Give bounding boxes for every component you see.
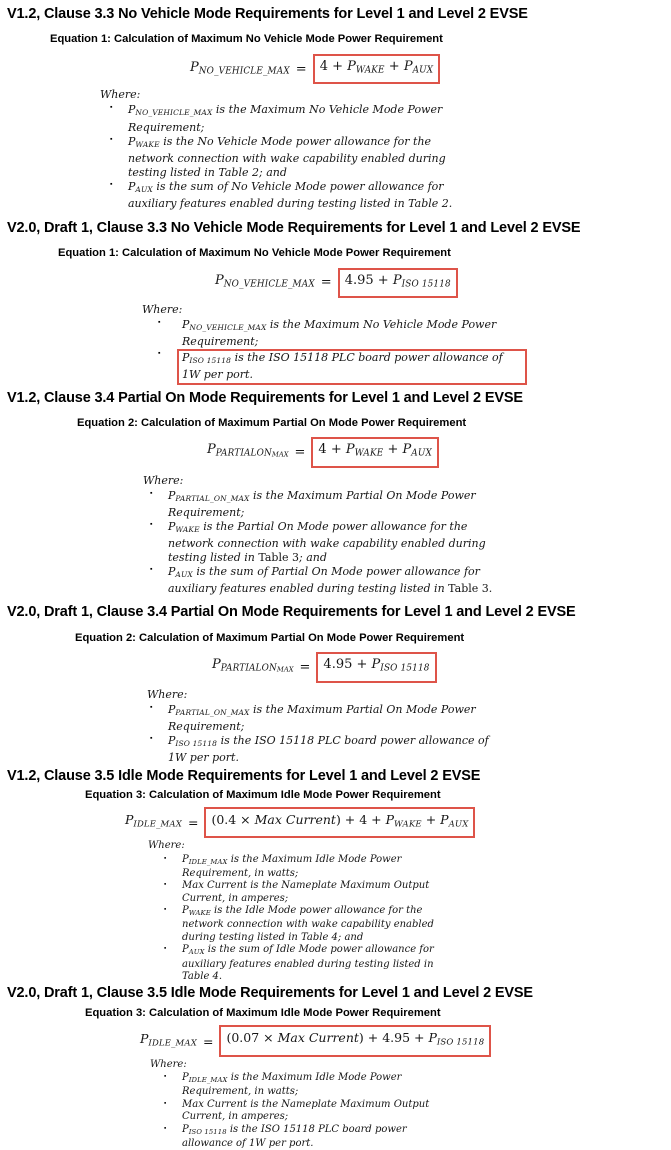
text-segment: + xyxy=(383,442,403,458)
where-bullet xyxy=(150,734,671,765)
bullet-text xyxy=(182,1099,460,1124)
section-v1-2-clause-3-5 xyxy=(0,767,671,984)
subscript-text: PARTIALON xyxy=(215,448,272,459)
text-segment: is the Maximum Idle Mode Power Requirement, in watts; xyxy=(182,1072,405,1098)
bullet-text xyxy=(128,180,473,211)
variable-text: P xyxy=(182,318,190,332)
bullet-text xyxy=(168,520,512,565)
text-segment: is the sum of Idle Mode power allowance for auxiliary features enabled during testing listed in Table 4. xyxy=(182,944,437,982)
subscript-text: AUX xyxy=(175,570,193,580)
bullet-text xyxy=(182,905,460,944)
subscript-text: MAX xyxy=(276,665,294,674)
where-label: Where: xyxy=(148,840,185,852)
variable-text: P xyxy=(168,565,176,579)
equation xyxy=(125,807,671,838)
text-segment: Max Current is the Nameplate Maximum Output Current, in amperes; xyxy=(182,1098,433,1123)
variable-text: P xyxy=(212,657,221,673)
text-segment: is the sum of No Vehicle Mode power allowance for auxiliary features enabled during testing listed in Table 2. xyxy=(128,179,453,210)
subscript-text: IDLE_MAX xyxy=(148,1038,197,1049)
where-bullet xyxy=(150,703,671,734)
equation-highlight-box xyxy=(313,54,441,84)
text-segment: is the Maximum No Vehicle Mode Power Requirement; xyxy=(128,103,446,134)
bullet-text xyxy=(128,135,473,180)
where-bullet xyxy=(158,349,671,385)
where-bullet xyxy=(164,905,671,944)
text-segment: Max Current is the Nameplate Maximum Output Current, in amperes; xyxy=(182,880,433,904)
subscript-text: IDLE_MAX xyxy=(133,819,182,830)
subscript-text: PARTIALON xyxy=(220,663,277,674)
subscript-text: NO_VEHICLE_MAX xyxy=(189,323,267,333)
section-v2-0-draft-1-clause-3-5 xyxy=(0,984,671,1150)
variable-text: P xyxy=(215,273,224,289)
equation-lhs xyxy=(207,441,289,464)
variable-text: P xyxy=(128,103,136,117)
equation xyxy=(215,268,671,298)
subscript-text: AUX xyxy=(411,448,432,459)
variable-text: P xyxy=(182,1072,189,1084)
where-bullet xyxy=(150,520,671,565)
variable-text: P xyxy=(128,179,136,193)
variable-text: P xyxy=(207,442,216,458)
equation xyxy=(140,1025,671,1056)
variable-text: P xyxy=(182,351,190,365)
text-segment: . xyxy=(488,582,493,596)
equation xyxy=(190,54,671,84)
section-v2-0-draft-1-clause-3-4 xyxy=(0,603,671,765)
subscript-text: WAKE xyxy=(394,819,422,830)
subscript-text: ISO 15118 xyxy=(189,356,232,366)
equation-caption: Equation 2: Calculation of Maximum Partial On Mode Power Requirement xyxy=(75,632,465,645)
variable-text: P xyxy=(168,733,176,747)
where-bullet xyxy=(164,944,671,983)
variable-text: P xyxy=(182,905,189,917)
text-segment: is the Idle Mode power allowance for the network connection with wake capability enabled during testing listed in Table 4; and xyxy=(182,905,438,943)
equation-caption: Equation 1: Calculation of Maximum No Vehicle Mode Power Requirement xyxy=(50,33,443,45)
bullet-icon: ▪ xyxy=(164,881,167,889)
bullet-icon: ▪ xyxy=(150,489,153,497)
variable-text: P xyxy=(125,812,134,828)
equation-caption: Equation 3: Calculation of Maximum Idle Mode Power Requirement xyxy=(85,788,441,801)
text-segment: is the Maximum Idle Mode Power Requirement, in watts; xyxy=(182,853,405,879)
text-segment: 4.95 + xyxy=(344,272,393,288)
bullet-text xyxy=(168,489,512,520)
variable-text: P xyxy=(128,134,136,148)
bullet-text xyxy=(182,854,460,881)
section-heading: V2.0, Draft 1, Clause 3.3 No Vehicle Mode Requirements for Level 1 and Level 2 EVSE xyxy=(7,219,581,236)
bullet-icon: ▪ xyxy=(110,180,113,188)
equals-sign: = xyxy=(202,1033,214,1049)
variable-text: P xyxy=(440,811,449,827)
equals-sign: = xyxy=(320,275,332,291)
text-segment: (0.4 × xyxy=(211,811,255,827)
where-bullet xyxy=(110,180,671,211)
where-list xyxy=(158,318,671,385)
subscript-text: IDLE_MAX xyxy=(188,857,228,866)
variable-text: P xyxy=(371,657,381,673)
bullet-icon: ▪ xyxy=(164,854,167,862)
section-heading: V1.2, Clause 3.4 Partial On Mode Requirements for Level 1 and Level 2 EVSE xyxy=(7,390,523,407)
bullet-icon: ▪ xyxy=(158,319,161,327)
subscript-text: AUX xyxy=(448,819,469,830)
subscript-text: AUX xyxy=(135,184,153,194)
bullet-text xyxy=(128,103,473,134)
subscript-text: ISO 15118 xyxy=(401,279,451,290)
bullet-text xyxy=(168,703,508,734)
bullet-icon: ▪ xyxy=(164,1099,167,1107)
where-bullet xyxy=(110,135,671,180)
subscript-text: AUX xyxy=(412,65,434,76)
text-segment: 4 + xyxy=(318,442,346,458)
subscript-text: PARTIAL_ON_MAX xyxy=(175,707,250,717)
section-v2-0-draft-1-clause-3-3 xyxy=(0,219,671,386)
where-bullet xyxy=(158,318,671,349)
variable-text: P xyxy=(402,442,412,458)
equation-caption: Equation 1: Calculation of Maximum No Vehicle Mode Power Requirement xyxy=(58,246,451,259)
variable-text: Max Current xyxy=(254,811,336,827)
equation xyxy=(212,652,671,682)
equation-highlight-box xyxy=(204,807,475,838)
equation-lhs xyxy=(140,1030,197,1052)
section-heading: V2.0, Draft 1, Clause 3.5 Idle Mode Requirements for Level 1 and Level 2 EVSE xyxy=(7,985,533,1002)
bullet-text xyxy=(168,734,508,765)
bullet-icon: ▪ xyxy=(164,1124,167,1132)
where-list xyxy=(164,1072,671,1150)
bullet-text xyxy=(182,318,523,349)
section-heading: V1.2, Clause 3.5 Idle Mode Requirements for Level 1 and Level 2 EVSE xyxy=(7,767,481,784)
text-segment: Table 3 xyxy=(448,582,489,596)
equals-sign: = xyxy=(295,61,307,77)
text-segment: is the Maximum No Vehicle Mode Power Requirement; xyxy=(182,318,500,349)
variable-text: P xyxy=(182,853,189,865)
bullet-icon: ▪ xyxy=(110,135,113,143)
text-segment: + xyxy=(421,811,441,827)
equals-sign: = xyxy=(294,445,306,461)
where-list xyxy=(150,703,671,765)
where-label: Where: xyxy=(100,88,141,102)
where-label: Where: xyxy=(147,687,188,701)
equation-highlight-box xyxy=(316,652,436,682)
subscript-text: PARTIAL_ON_MAX xyxy=(175,493,250,503)
subscript-text: WAKE xyxy=(355,65,385,76)
variable-text: P xyxy=(428,1030,437,1046)
text-segment: is the ISO 15118 PLC board power allowance of 1W per port. xyxy=(182,1123,410,1149)
equation-highlight-box xyxy=(219,1025,491,1056)
bullet-text xyxy=(182,1072,460,1099)
bullet-icon: ▪ xyxy=(150,734,153,742)
text-segment: Table 3 xyxy=(258,551,299,565)
subscript-text: NO_VEHICLE_MAX xyxy=(198,65,290,76)
where-bullet xyxy=(150,565,671,596)
variable-text: P xyxy=(168,702,176,716)
bullet-icon: ▪ xyxy=(164,1073,167,1081)
bullet-icon: ▪ xyxy=(150,566,153,574)
subscript-text: IDLE_MAX xyxy=(188,1076,228,1084)
bullet-text xyxy=(182,1124,460,1150)
equation-caption: Equation 2: Calculation of Maximum Partial On Mode Power Requirement xyxy=(77,417,467,430)
bullet-text-highlighted xyxy=(177,349,527,385)
section-v1-2-clause-3-3 xyxy=(0,5,671,211)
text-segment: 4.95 + xyxy=(323,657,372,673)
variable-text: P xyxy=(190,59,199,75)
text-segment: (0.07 × xyxy=(226,1030,278,1046)
variable-text: P xyxy=(392,272,402,288)
variable-text: P xyxy=(182,944,189,956)
variable-text: Max Current xyxy=(277,1030,359,1046)
subscript-text: ISO 15118 xyxy=(188,1127,227,1136)
equation-highlight-box xyxy=(338,268,458,298)
variable-text: P xyxy=(347,59,356,74)
bullet-text xyxy=(182,880,460,905)
variable-text: P xyxy=(140,1030,149,1046)
text-segment: ) + 4 + xyxy=(335,811,386,827)
subscript-text: MAX xyxy=(271,450,289,459)
equation-lhs xyxy=(212,656,294,679)
where-bullet xyxy=(110,103,671,134)
where-bullet xyxy=(164,1124,671,1150)
bullet-text xyxy=(168,565,512,596)
text-segment: 4 + xyxy=(319,59,348,74)
section-heading: V1.2, Clause 3.3 No Vehicle Mode Requirements for Level 1 and Level 2 EVSE xyxy=(7,6,528,22)
where-bullet xyxy=(164,1072,671,1099)
where-bullet xyxy=(164,880,671,905)
bullet-icon: ▪ xyxy=(150,520,153,528)
equation-lhs xyxy=(125,811,182,833)
variable-text: P xyxy=(385,811,395,827)
where-list xyxy=(150,489,671,596)
text-segment: + xyxy=(384,59,404,74)
bullet-icon: ▪ xyxy=(150,703,153,711)
equation-caption: Equation 3: Calculation of Maximum Idle Mode Power Requirement xyxy=(85,1007,441,1020)
subscript-text: ISO 15118 xyxy=(436,1037,485,1048)
subscript-text: ISO 15118 xyxy=(380,663,430,674)
text-segment: is the sum of Partial On Mode power allowance for auxiliary features enabled during testing listed in xyxy=(168,565,484,596)
equals-sign: = xyxy=(187,815,199,830)
where-label: Where: xyxy=(143,473,184,487)
variable-text: P xyxy=(168,519,176,533)
bullet-icon: ▪ xyxy=(158,350,161,358)
subscript-text: WAKE xyxy=(354,448,384,459)
subscript-text: NO_VEHICLE_MAX xyxy=(223,279,315,290)
subscript-text: ISO 15118 xyxy=(175,738,218,748)
variable-text: P xyxy=(182,1123,189,1135)
where-bullet xyxy=(164,1099,671,1124)
where-label: Where: xyxy=(150,1058,187,1070)
text-segment: is the ISO 15118 PLC board power allowance of 1W per port. xyxy=(182,351,507,382)
equation-highlight-box xyxy=(311,437,439,467)
where-bullet xyxy=(150,489,671,520)
where-list xyxy=(164,854,671,984)
equation xyxy=(207,437,671,467)
variable-text: P xyxy=(345,442,355,458)
text-segment: is the ISO 15118 PLC board power allowance of 1W per port. xyxy=(168,733,493,764)
document-page xyxy=(0,5,671,1150)
text-segment: ) + 4.95 + xyxy=(358,1030,429,1046)
section-v1-2-clause-3-4 xyxy=(0,389,671,596)
bullet-icon: ▪ xyxy=(164,906,167,914)
variable-text: P xyxy=(168,488,176,502)
text-segment: is the Partial On Mode power allowance for the network connection with wake capability enabled during testing listed in xyxy=(168,519,490,565)
subscript-text: WAKE xyxy=(175,525,200,535)
variable-text: P xyxy=(403,59,413,74)
text-segment: ; and xyxy=(299,551,327,565)
subscript-text: NO_VEHICLE_MAX xyxy=(135,108,213,118)
text-segment: is the Maximum Partial On Mode Power Requirement; xyxy=(168,488,480,519)
bullet-text xyxy=(182,944,460,983)
text-segment: is the No Vehicle Mode power allowance for the network connection with wake capability enabled during testing listed in Table 2; and xyxy=(128,134,450,179)
equation-lhs xyxy=(190,59,290,80)
where-bullet xyxy=(164,854,671,881)
where-list xyxy=(110,103,671,210)
subscript-text: WAKE xyxy=(188,909,211,917)
bullet-icon: ▪ xyxy=(164,945,167,953)
equation-lhs xyxy=(215,272,315,293)
section-heading: V2.0, Draft 1, Clause 3.4 Partial On Mode Requirements for Level 1 and Level 2 EVSE xyxy=(7,604,576,621)
where-label: Where: xyxy=(142,303,183,317)
equals-sign: = xyxy=(299,659,311,675)
subscript-text: WAKE xyxy=(135,139,160,149)
subscript-text: AUX xyxy=(188,948,205,957)
bullet-icon: ▪ xyxy=(110,104,113,112)
text-segment: is the Maximum Partial On Mode Power Requirement; xyxy=(168,702,480,733)
